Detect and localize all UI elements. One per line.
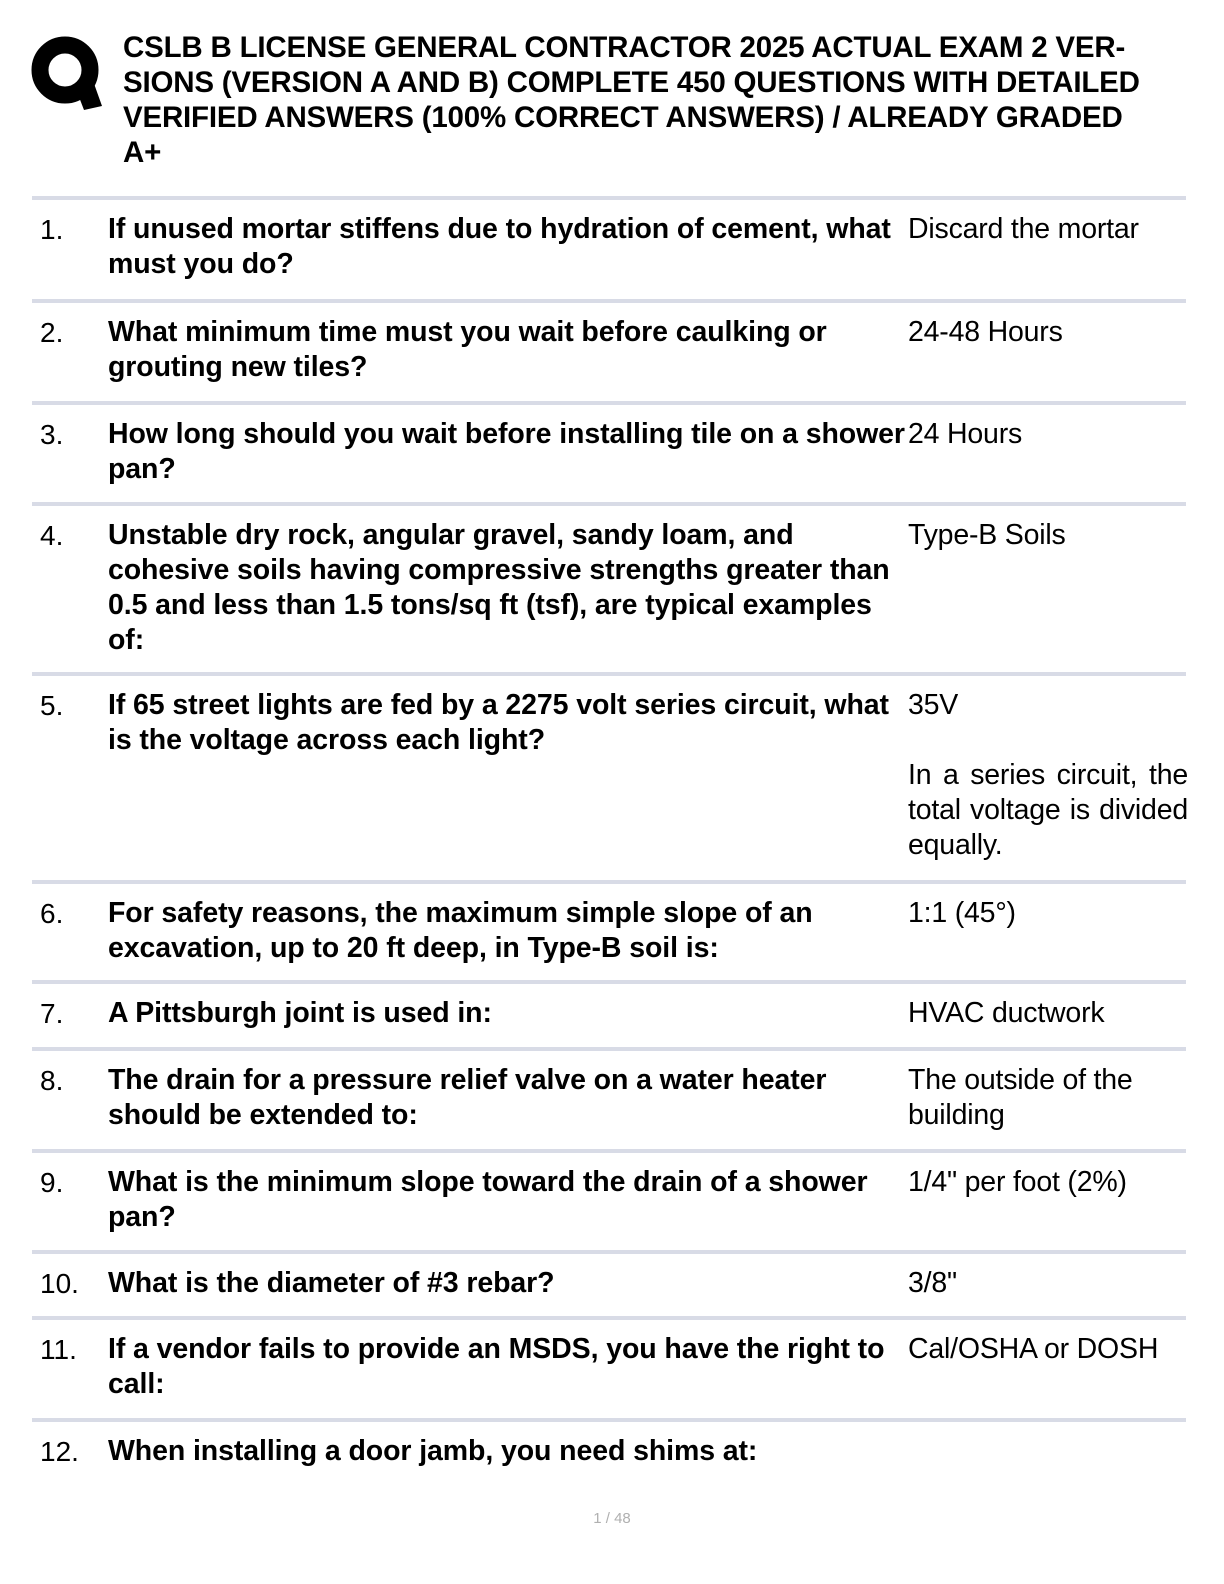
answer-block xyxy=(908,688,1188,863)
question-text: What minimum time must you wait before caulking or grouting new tiles? xyxy=(108,316,827,383)
answer-text: Discard the mortar xyxy=(908,213,1139,245)
answer-text: 3/8" xyxy=(908,1267,957,1299)
answer-text: HVAC ductwork xyxy=(908,997,1105,1029)
question-item-7 xyxy=(32,980,1186,1047)
answer-text: 24 Hours xyxy=(908,418,1023,450)
answer-text: Cal/OSHA or DOSH xyxy=(908,1333,1159,1365)
question-text: For safety reasons, the maximum simple slope of an excavation, up to 20 ft deep, in Type-B soil is: xyxy=(108,897,813,964)
question-number: 7. xyxy=(40,998,64,1029)
answer-text: 1/4" per foot (2%) xyxy=(908,1166,1127,1198)
question-number: 6. xyxy=(40,898,64,929)
question-text: If unused mortar stiffens due to hydration of cement, what must you do? xyxy=(108,213,891,280)
question-number: 5. xyxy=(40,690,64,721)
question-item-6 xyxy=(32,880,1186,980)
answer-explanation: In a series circuit, the total voltage is divided equally. xyxy=(908,759,1188,861)
question-text: What is the diameter of #3 rebar? xyxy=(108,1267,555,1299)
question-text: Unstable dry rock, angular gravel, sandy loam, and cohesive soils having compressive strengths greater than 0.5 and less than 1.5 tons/sq ft (tsf), are typical examples of: xyxy=(108,519,890,656)
answer-text: 35V xyxy=(908,689,959,721)
question-item-3 xyxy=(32,401,1186,502)
question-list xyxy=(32,196,1186,1488)
question-item-9 xyxy=(32,1149,1186,1250)
question-number: 11. xyxy=(40,1334,77,1365)
question-item-2 xyxy=(32,299,1186,401)
question-item-4 xyxy=(32,502,1186,672)
question-text: A Pittsburgh joint is used in: xyxy=(108,997,492,1029)
question-number: 9. xyxy=(40,1167,64,1198)
question-text: What is the minimum slope toward the drain of a shower pan? xyxy=(108,1166,868,1233)
question-number: 12. xyxy=(40,1436,79,1467)
question-item-12 xyxy=(32,1418,1186,1488)
question-item-5 xyxy=(32,672,1186,880)
question-number: 2. xyxy=(40,317,64,348)
question-item-1 xyxy=(32,196,1186,299)
question-number: 3. xyxy=(40,419,64,450)
question-number: 8. xyxy=(40,1065,64,1096)
page-indicator: 1 / 48 xyxy=(593,1510,631,1527)
question-number: 4. xyxy=(40,520,64,551)
question-number: 1. xyxy=(40,214,64,245)
answer-text: 24-48 Hours xyxy=(908,316,1063,348)
document-title: CSLB B LICENSE GENERAL CONTRACTOR 2025 ACTUAL EXAM 2 VER- SIONS (VERSION A AND B) COMPLETE 450 QUESTIONS WITH DETAILED VERIFIED ANSWERS (100% CORRECT ANSWERS) / ALREADY GRADED A+ xyxy=(123,31,1140,169)
answer-text: 1:1 (45°) xyxy=(908,897,1016,929)
question-number: 10. xyxy=(40,1268,79,1299)
document-header xyxy=(30,30,1210,180)
answer-text: Type-B Soils xyxy=(908,519,1066,551)
question-text: The drain for a pressure relief valve on a water heater should be extended to: xyxy=(108,1064,827,1131)
question-item-10 xyxy=(32,1250,1186,1316)
question-item-11 xyxy=(32,1316,1186,1418)
question-text: When installing a door jamb, you need shims at: xyxy=(108,1435,758,1467)
answer-text: The outside of the building xyxy=(908,1064,1133,1131)
q-logo-icon xyxy=(30,34,104,110)
question-text: If a vendor fails to provide an MSDS, you have the right to call: xyxy=(108,1333,885,1400)
question-item-8 xyxy=(32,1047,1186,1149)
question-text: If 65 street lights are fed by a 2275 volt series circuit, what is the voltage across each light? xyxy=(108,689,889,756)
question-text: How long should you wait before installing tile on a shower pan? xyxy=(108,418,905,485)
